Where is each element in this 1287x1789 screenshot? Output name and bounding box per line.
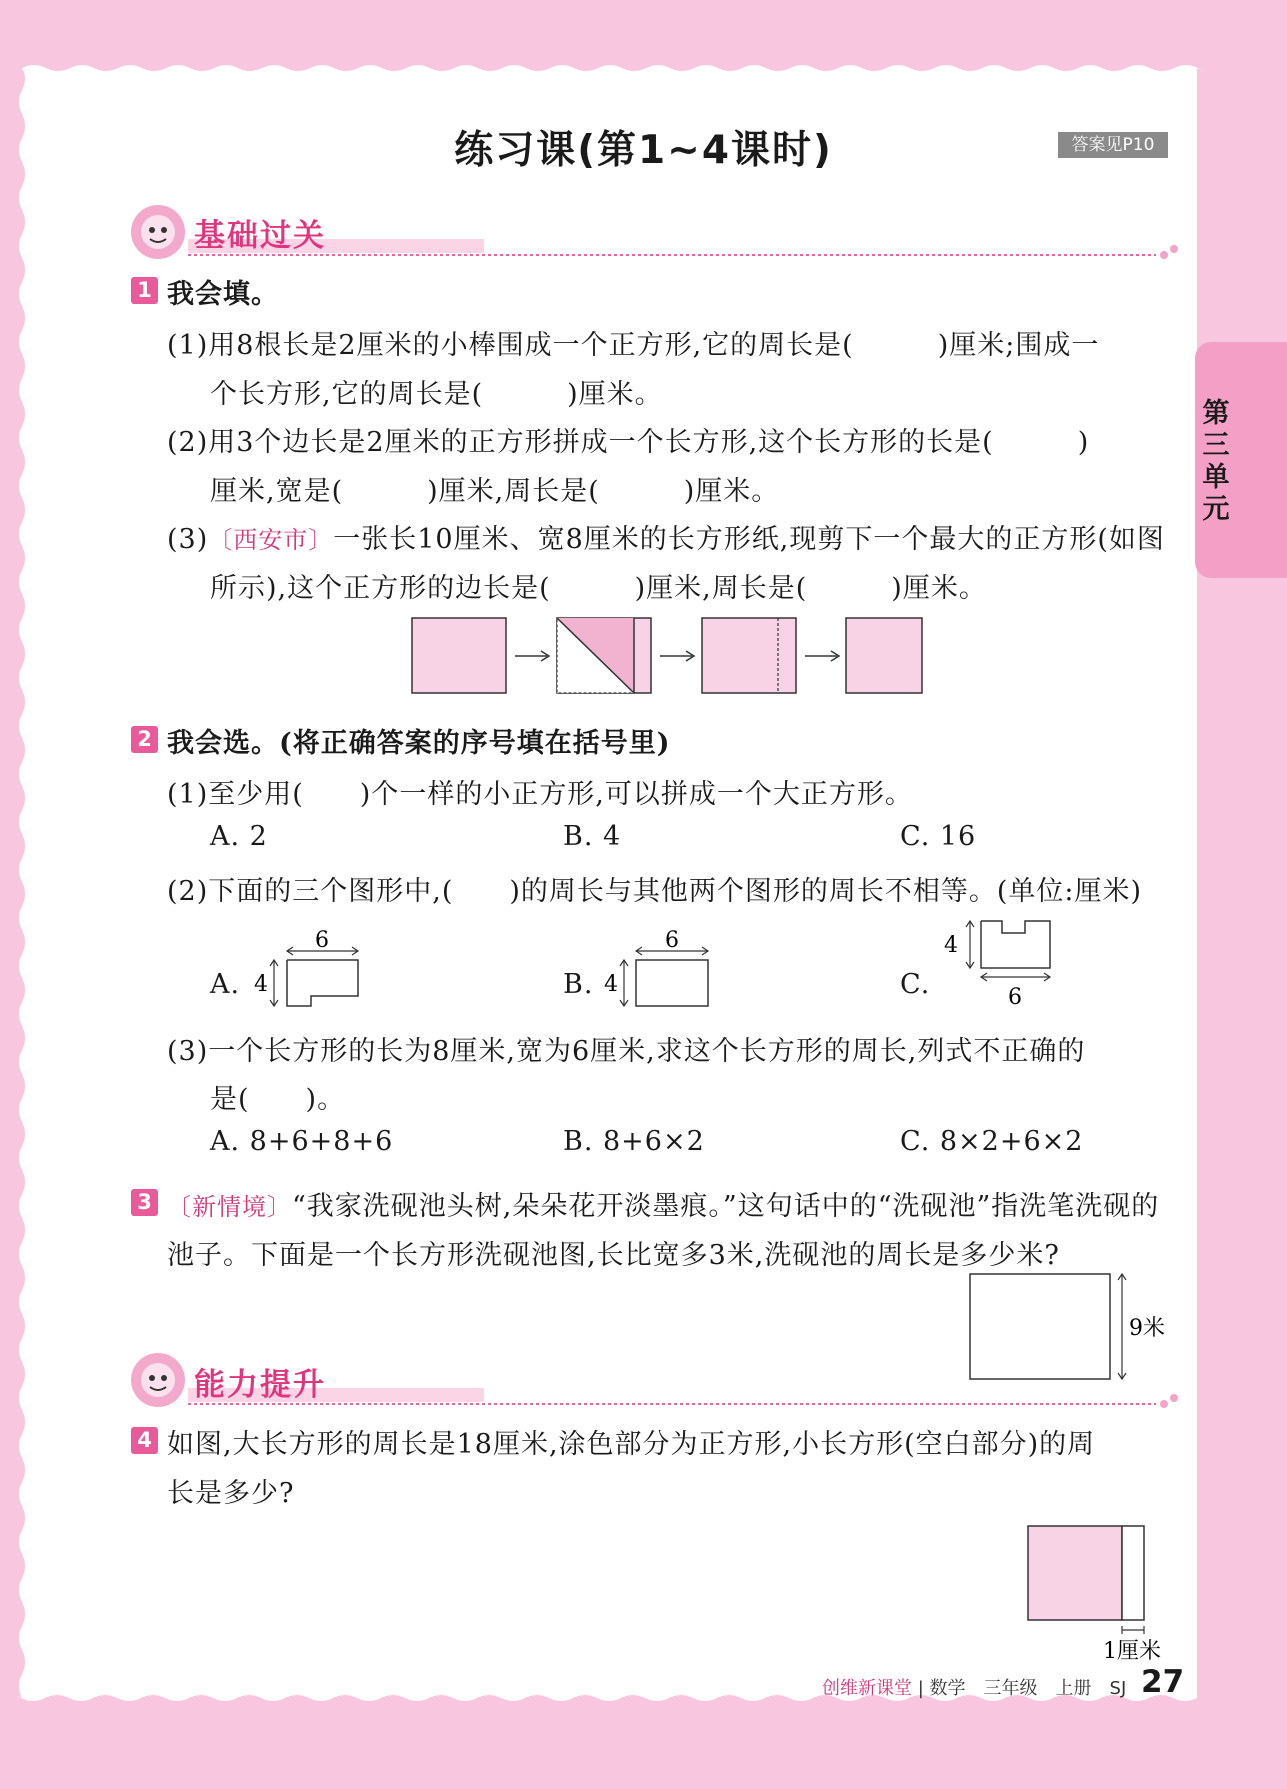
footer-separator: | <box>912 1678 930 1699</box>
q1-region-tag: 〔西安市〕 <box>208 526 334 554</box>
answer-reference-badge: 答案见P10 <box>1058 132 1168 158</box>
paper-cut-figure <box>408 614 928 698</box>
figure-a-side-label: 4 <box>254 972 268 997</box>
question-number-1: 1 <box>131 277 158 304</box>
q1-part1-line2: 个长方形,它的周长是( )厘米。 <box>210 379 663 410</box>
q1-part3-line2: 所示),这个正方形的边长是( )厘米,周长是( )厘米。 <box>210 573 987 604</box>
q2-part3-option-c: C. 8×2+6×2 <box>900 1126 1084 1157</box>
question-number-4: 4 <box>131 1427 158 1454</box>
figure-b-top-label: 6 <box>665 928 679 953</box>
footer-info: 数学 三年级 上册 SJ <box>929 1678 1127 1699</box>
q1-part2-line2: 厘米,宽是( )厘米,周长是( )厘米。 <box>210 476 780 507</box>
rectangle-split-figure <box>1020 1518 1200 1666</box>
q2-part2: (2)下面的三个图形中,( )的周长与其他两个图形的周长不相等。(单位:厘米) <box>167 876 1143 907</box>
q1-part3-line1 <box>167 517 1165 556</box>
q2-heading-text: 我会选。(将正确答案的序号填在括号里) <box>167 728 671 759</box>
q2-part2-option-b: B. <box>563 969 594 1000</box>
q2-part1: (1)至少用( )个一样的小正方形,可以拼成一个大正方形。 <box>167 779 913 810</box>
q1-part3-prefix: (3) <box>167 524 209 555</box>
section-title-basic: 基础过关 <box>194 218 326 254</box>
q4-line2: 长是多少? <box>167 1478 295 1509</box>
q3-line1 <box>167 1184 1159 1223</box>
page-number: 27 <box>1141 1664 1185 1700</box>
figure-c-bottom-label: 6 <box>1008 985 1022 1010</box>
q1-part1-line1: (1)用8根长是2厘米的小棒围成一个正方形,它的周长是( )厘米;围成一 <box>167 330 1100 361</box>
q2-part3-line1: (3)一个长方形的长为8厘米,宽为6厘米,求这个长方形的周长,列式不正确的 <box>167 1036 1086 1067</box>
question-number-3: 3 <box>131 1189 158 1216</box>
q3-context-tag: 〔新情境〕 <box>167 1193 292 1221</box>
shape-figure-c <box>940 914 1060 1014</box>
q2-heading <box>167 721 671 760</box>
shape-figure-b <box>602 924 722 1014</box>
q2-part3-option-a: A. 8+6+8+6 <box>210 1126 394 1157</box>
q2-part2-option-c: C. <box>900 969 931 1000</box>
figure-a-top-label: 6 <box>315 928 329 953</box>
q2-part3-option-b: B. 8+6×2 <box>563 1126 705 1157</box>
q1-heading: 我会填。 <box>167 279 279 310</box>
inkstone-pool-width-label: 9米 <box>1129 1316 1165 1341</box>
q2-part1-option-b: B. 4 <box>563 821 622 852</box>
figure-c-side-label: 4 <box>944 933 958 958</box>
footer-brand: 创维新课堂 <box>822 1678 912 1699</box>
unit-side-tab-label: 第三单元 <box>1202 398 1230 525</box>
footer-line <box>822 1674 1126 1700</box>
page-title: 练习课(第1~4课时) <box>454 128 833 173</box>
q2-part1-option-a: A. 2 <box>210 821 268 852</box>
q2-part2-option-a: A. <box>210 969 241 1000</box>
section-title-advanced: 能力提升 <box>194 1367 326 1403</box>
q2-part3-line2: 是( )。 <box>210 1084 346 1115</box>
figure-b-side-label: 4 <box>604 972 618 997</box>
q4-line1: 如图,大长方形的周长是18厘米,涂色部分为正方形,小长方形(空白部分)的周 <box>167 1429 1096 1460</box>
q1-part2-line1: (2)用3个边长是2厘米的正方形拼成一个长方形,这个长方形的长是( ) <box>167 427 1090 458</box>
q2-part1-option-c: C. 16 <box>900 821 977 852</box>
shape-figure-a <box>248 924 368 1014</box>
question-number-2: 2 <box>131 726 158 753</box>
q1-part3-text: 一张长10厘米、宽8厘米的长方形纸,现剪下一个最大的正方形(如图 <box>333 524 1165 555</box>
q3-line1-text: “我家洗砚池头树,朵朵花开淡墨痕。”这句话中的“洗砚池”指洗笔洗砚的 <box>292 1191 1160 1222</box>
small-rectangle-width-label: 1厘米 <box>1103 1639 1161 1664</box>
q3-line2: 池子。下面是一个长方形洗砚池图,长比宽多3米,洗砚池的周长是多少米? <box>167 1240 1060 1271</box>
